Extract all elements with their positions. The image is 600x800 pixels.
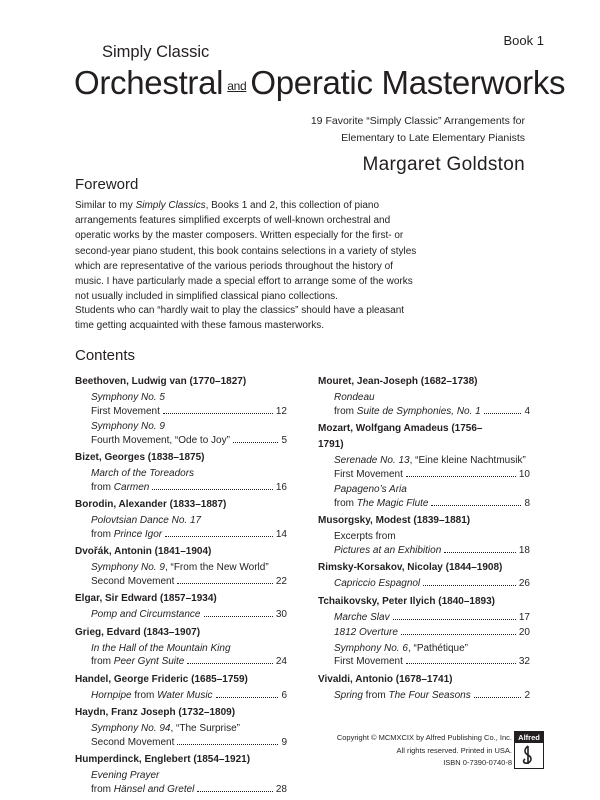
piece-line [334,577,530,591]
piece-list [75,689,287,703]
page-number: 14 [275,528,287,540]
composer-haydn: Haydn, Franz Joseph (1732–1809) [75,707,236,718]
piece-line [91,655,287,669]
piece-subtitle: First Movement [334,468,403,480]
title-italic: Spring [334,689,363,701]
title-plain: , “The Surprise” [170,723,240,734]
piece-entry [91,391,287,418]
title-plain: , “Pathétique” [407,642,468,654]
contents-heading: Contents [75,347,136,364]
title-italic: Symphony No. 94 [91,723,171,734]
page-number: 12 [275,405,287,417]
subtitle-line-1: 19 Favorite “Simply Classic” Arrangements for [310,115,525,127]
piece-entry [334,689,530,703]
composer-mozart [318,421,530,453]
title-left: Orchestral [74,64,224,101]
piece-entry [334,611,530,625]
composer-dvorak: Dvořák, Antonin (1841–1904) [75,546,212,557]
piece-entry [334,530,530,557]
piece-title: In the Hall of the Mountain King [91,642,231,654]
piece-title: Marche Slav [334,611,390,623]
piece-title: 1812 Overture [334,627,398,638]
piece-list [75,561,287,588]
dot-leader [406,476,516,477]
page-number: 8 [524,497,530,509]
page-number: 2 [524,689,530,701]
isbn-line: ISBN 0-7390-0740-8 [443,758,512,767]
foreword-paragraph-2: Students who can “hardly wait to play the classics” should have a pleasant time getting acquainted with these famous masterworks. [75,305,405,332]
page-number: 30 [275,609,287,620]
dot-leader [233,442,278,443]
piece-line [91,434,287,448]
piece-line [334,497,530,511]
piece-title: Polovtsian Dance No. 17 [91,515,202,526]
dot-leader [177,583,272,584]
piece-entry [91,561,287,588]
composer-grieg: Grieg, Edvard (1843–1907) [75,626,201,638]
piece-entry [334,483,530,510]
piece-entry [91,608,287,622]
dot-leader [204,616,273,617]
sub-plain: from [91,528,114,540]
piece-title [334,454,530,468]
piece-subtitle: First Movement [91,405,160,417]
fp1-rest: , Books 1 and 2, this collection of piano arrangements features simplified excerpts of well-known orchestral and operatic works by the master composers. Written especially for the first- or second-year piano student, this book contains selections in a variety of styles which are representative of the various periods throughout the history of music. I have particularly made a special effort to arrange some of the works not usually included in simplified classical piano collections. [75,200,417,303]
sub-plain: from [334,497,357,509]
piece-line [334,468,530,482]
series-title: Simply Classic [102,43,210,61]
title-italic: Hornpipe [91,689,132,701]
title-plain: from [362,689,389,701]
piece-entry [91,769,287,796]
piece-list [75,722,287,749]
title-italic: Symphony No. 9 [91,562,165,573]
piece-entry [91,689,287,703]
piece-title: Symphony No. 5 [91,392,165,403]
piece-line [91,575,287,589]
sub-plain: from [91,656,114,667]
piece-subtitle: Fourth Movement, “Ode to Joy” [91,434,230,446]
sub-plain: from [91,783,114,795]
page-number: 6 [281,689,287,701]
page-number: 16 [275,481,287,493]
title-plain: , “Eine kleine Nachtmusik” [409,455,526,466]
title-and: and [227,79,247,93]
piece-entry [91,642,287,669]
copyright-line: Copyright © MCMXCIX by Alfred Publishing Co., Inc. [336,733,512,742]
piece-subtitle [91,783,194,797]
dot-leader [474,697,522,698]
page-number: 18 [518,544,530,556]
piece-title: March of the Toreadors [91,468,195,479]
piece-subtitle [91,481,149,495]
piece-title [91,561,287,575]
piece-line [334,626,530,640]
piece-title [91,689,213,703]
dot-leader [152,489,273,490]
title-italic-2: The Four Seasons [388,689,471,701]
piece-list [318,611,530,669]
piece-list [75,769,287,796]
composer-vivaldi: Vivaldi, Antonio (1678–1741) [318,673,453,685]
page-number: 20 [518,627,530,638]
piece-title [334,642,530,656]
main-title [74,64,565,102]
sub-italic: Peer Gynt Suite [113,656,185,667]
piece-list [75,467,287,494]
sub-italic: Hänsel and Gretel [113,783,195,795]
copyright-block [337,732,512,770]
subtitle-line-2: Elementary to Late Elementary Pianists [341,132,525,144]
piece-title: Excerpts from [334,531,396,542]
composer-tchaikovsky: Tchaikovsky, Peter Ilyich (1840–1893) [318,595,495,607]
piece-line [334,544,530,558]
piece-line [91,608,287,622]
title-italic: Symphony No. 6 [334,642,408,654]
piece-title: Papageno’s Aria [334,484,407,495]
treble-clef-icon [517,745,539,765]
dot-leader [163,413,273,414]
title-plain: from [131,689,158,701]
piece-title: Rondeau [334,392,375,403]
piece-entry [91,514,287,541]
piece-line [91,689,287,703]
piece-entry [334,454,530,481]
piece-entry [91,722,287,749]
author-name: Margaret Goldston [362,154,525,175]
title-italic: Serenade No. 13 [334,455,410,466]
sub-italic: Carmen [113,481,150,493]
dot-leader [216,697,279,698]
dot-leader [406,663,516,664]
subtitle [205,113,525,147]
dot-leader [484,413,522,414]
fp1-lead: Similar to my [75,200,136,211]
piece-line [91,736,287,750]
piece-line [91,528,287,542]
page-number: 5 [281,434,287,446]
piece-title: Pomp and Circumstance [91,609,201,620]
sub-italic: Prince Igor [113,528,163,540]
piece-line [91,481,287,495]
piece-line [334,689,530,703]
piece-list [75,391,287,447]
piece-line [91,783,287,797]
piece-list [75,642,287,669]
dot-leader [187,663,273,664]
composer-rimsky-korsakov: Rimsky-Korsakov, Nicolay (1844–1908) [318,562,503,573]
piece-list [318,530,530,557]
dot-leader [197,791,272,792]
piece-subtitle: Second Movement [91,736,175,748]
title-italic-2: Water Music [157,689,213,701]
page-number: 22 [275,575,287,587]
dot-leader [423,585,516,586]
composer-bizet: Bizet, Georges (1838–1875) [75,452,205,463]
foreword-heading: Foreword [75,176,139,193]
piece-line [334,611,530,625]
piece-subtitle: Second Movement [91,575,175,587]
piece-line [91,405,287,419]
alfred-logo-icon [514,731,544,769]
piece-list [75,514,287,541]
composer-humperdinck: Humperdinck, Englebert (1854–1921) [75,754,251,765]
page-number: 24 [275,656,287,667]
page-number: 26 [518,578,530,589]
piece-title [334,689,471,703]
piece-subtitle [334,405,481,419]
page-number: 28 [275,783,287,795]
piece-subtitle: First Movement [334,656,403,667]
dot-leader [165,536,273,537]
piece-subtitle [91,528,162,542]
sub-italic: Suite de Symphonies, No. 1 [356,405,481,417]
piece-title: Symphony No. 9 [91,421,165,432]
dot-leader [393,619,516,620]
dot-leader [177,744,278,745]
piece-list [318,577,530,591]
piece-entry [334,626,530,640]
dot-leader [444,552,516,553]
piece-entry [334,577,530,591]
piece-subtitle: Pictures at an Exhibition [334,544,442,556]
composer-musorgsky: Musorgsky, Modest (1839–1881) [318,515,471,526]
piece-subtitle [91,655,184,669]
piece-entry [334,642,530,669]
page-number: 32 [518,656,530,667]
composer-name-line-1: Mozart, Wolfgang Amadeus (1756– [318,423,483,434]
page-number: 9 [281,736,287,748]
piece-list [318,689,530,703]
piece-subtitle [334,497,428,511]
book-number: Book 1 [503,33,544,48]
piece-entry [91,467,287,494]
sub-plain: from [91,481,114,493]
piece-title: Evening Prayer [91,770,160,781]
composer-mouret: Mouret, Jean-Joseph (1682–1738) [318,376,478,387]
sub-plain: from [334,405,357,417]
composer-beethoven: Beethoven, Ludwig van (1770–1827) [75,376,247,387]
rights-line: All rights reserved. Printed in USA. [396,745,512,755]
piece-entry [334,391,530,418]
piece-list [318,454,530,510]
page-number: 4 [524,405,530,417]
dot-leader [401,634,516,635]
contents-right-column [318,374,530,705]
composer-borodin: Borodin, Alexander (1833–1887) [75,499,227,510]
page-number: 17 [518,611,530,623]
piece-line [334,405,530,419]
fp1-italic: Simply Classics [135,200,206,211]
foreword-paragraph-1 [75,198,420,304]
page-number: 10 [518,468,530,480]
piece-list [318,391,530,418]
piece-list [75,608,287,622]
logo-text: Alfred [515,732,543,743]
piece-title [91,722,287,736]
dot-leader [431,505,521,506]
contents-left-column [75,374,287,799]
piece-line [334,655,530,669]
sub-italic: The Magic Flute [356,497,429,509]
composer-elgar: Elgar, Sir Edward (1857–1934) [75,593,217,604]
piece-entry [91,420,287,447]
title-right: Operatic Masterworks [250,64,566,101]
composer-name-line-2: 1791) [318,439,344,450]
title-plain: , “From the New World” [164,562,269,573]
composer-handel: Handel, George Frideric (1685–1759) [75,673,248,685]
piece-title: Capriccio Espagnol [334,578,421,589]
